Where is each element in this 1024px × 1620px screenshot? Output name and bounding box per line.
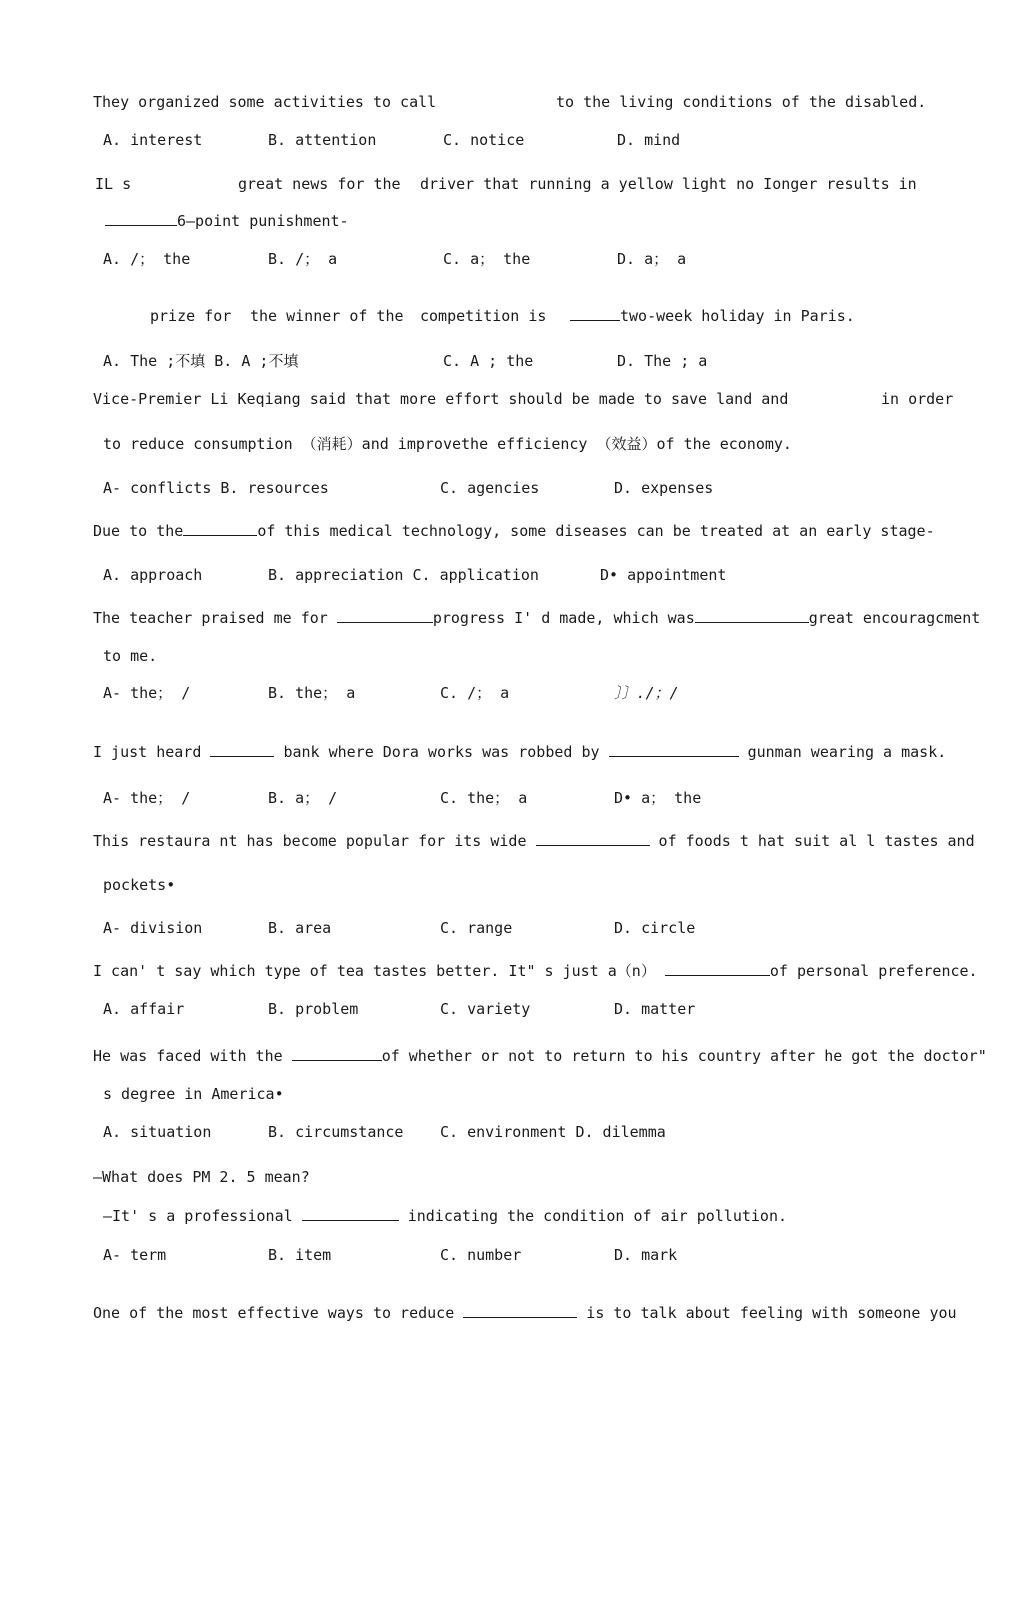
question-9-stem bbox=[93, 961, 978, 981]
option-a: A- term bbox=[103, 1246, 167, 1264]
stem-text: great encouragcment bbox=[808, 609, 981, 627]
question-2-stem-cont bbox=[105, 211, 349, 231]
option-c-d: C. environment D. dilemma bbox=[440, 1123, 666, 1141]
question-4-stem-cont: to reduce consumption （消耗）and improvethe efficiency （效益）of the economy. bbox=[103, 435, 792, 453]
question-2-stem-part: great news for the bbox=[238, 175, 401, 193]
stem-text: of personal preference. bbox=[769, 962, 978, 980]
stem-text: 6—point punishment- bbox=[177, 212, 349, 230]
stem-text: of foods t hat suit al l tastes and bbox=[658, 832, 975, 850]
stem-text: Due to the bbox=[93, 522, 184, 540]
stem-text: of whether or not to return to his country after he got the doctor" bbox=[381, 1047, 987, 1065]
option-a: A- the； / bbox=[103, 789, 191, 807]
option-c: C. agencies bbox=[440, 479, 540, 497]
option-b: B. a； / bbox=[268, 789, 338, 807]
question-11-stem: —What does PM 2. 5 mean? bbox=[93, 1168, 310, 1186]
option-a: A. affair bbox=[103, 1000, 185, 1018]
answer-blank[interactable] bbox=[183, 522, 257, 536]
stem-text: I can' t say which type of tea tastes better. It" s just a（n） bbox=[93, 962, 656, 980]
answer-blank[interactable] bbox=[463, 1304, 577, 1318]
option-c: C. variety bbox=[440, 1000, 531, 1018]
stem-text: They organized some activities to call bbox=[93, 93, 437, 111]
option-b: B. /； a bbox=[268, 250, 338, 268]
stem-text: two-week holiday in Paris. bbox=[620, 307, 855, 325]
option-d: 〕〕./；/ bbox=[614, 684, 679, 702]
question-3-stem: prize for bbox=[150, 307, 232, 325]
question-5-stem bbox=[93, 521, 935, 541]
option-d: D. The ; a bbox=[617, 352, 708, 370]
answer-blank[interactable] bbox=[210, 743, 274, 757]
question-6-stem bbox=[93, 608, 980, 628]
option-a-b: A. The ;不填 B. A ;不填 bbox=[103, 352, 299, 370]
option-c: C. range bbox=[440, 919, 513, 937]
option-b: B. problem bbox=[268, 1000, 359, 1018]
question-11-stem-cont bbox=[103, 1206, 787, 1226]
question-3-stem-part: competition is bbox=[420, 307, 547, 325]
option-a-b: A- conflicts B. resources bbox=[103, 479, 329, 497]
option-c: C. number bbox=[440, 1246, 522, 1264]
stem-text: —It' s a professional bbox=[103, 1207, 293, 1225]
option-d: D. a； a bbox=[617, 250, 687, 268]
answer-blank[interactable] bbox=[609, 743, 739, 757]
question-4-stem-part: in order bbox=[881, 390, 954, 408]
option-b: B. area bbox=[268, 919, 332, 937]
stem-text: One of the most effective ways to reduce bbox=[93, 1304, 455, 1322]
question-4-stem: Vice-Premier Li Keqiang said that more effort should be made to save land and bbox=[93, 390, 789, 408]
option-b: B. circumstance bbox=[268, 1123, 404, 1141]
question-3-stem-part: the winner of the bbox=[250, 307, 404, 325]
stem-text: The teacher praised me for bbox=[93, 609, 328, 627]
stem-text: indicating the condition of air pollution. bbox=[407, 1207, 788, 1225]
option-a: A- the； / bbox=[103, 684, 191, 702]
answer-blank[interactable] bbox=[292, 1047, 382, 1061]
answer-blank[interactable] bbox=[536, 832, 650, 846]
stem-text: gunman wearing a mask. bbox=[747, 743, 947, 761]
option-a: A- division bbox=[103, 919, 203, 937]
option-a: A. situation bbox=[103, 1123, 212, 1141]
option-d: D. expenses bbox=[614, 479, 714, 497]
option-d: D• a； the bbox=[614, 789, 702, 807]
stem-text: of this medical technology, some diseases can be treated at an early stage- bbox=[257, 522, 935, 540]
option-d: D• appointment bbox=[600, 566, 727, 584]
question-8-stem bbox=[93, 831, 975, 851]
option-d: D. mark bbox=[614, 1246, 678, 1264]
option-b: B. the； a bbox=[268, 684, 356, 702]
stem-text: is to talk about feeling with someone you bbox=[586, 1304, 957, 1322]
question-8-stem-cont: pockets• bbox=[103, 876, 176, 894]
question-12-stem bbox=[93, 1303, 957, 1323]
answer-blank[interactable] bbox=[302, 1207, 399, 1221]
answer-blank[interactable] bbox=[570, 307, 620, 321]
question-10-stem bbox=[93, 1046, 987, 1066]
stem-text: I just heard bbox=[93, 743, 202, 761]
option-d: D. circle bbox=[614, 919, 696, 937]
option-c: C. A ; the bbox=[443, 352, 534, 370]
option-a: A. approach bbox=[103, 566, 203, 584]
option-c: C. a； the bbox=[443, 250, 531, 268]
stem-text: This restaura nt has become popular for its wide bbox=[93, 832, 527, 850]
option-d: D. mind bbox=[617, 131, 681, 149]
option-a: A. /； the bbox=[103, 250, 191, 268]
option-a: A. interest bbox=[103, 131, 203, 149]
option-b: B. item bbox=[268, 1246, 332, 1264]
answer-blank[interactable] bbox=[695, 609, 809, 623]
option-b-c: B. appreciation C. application bbox=[268, 566, 539, 584]
answer-blank[interactable] bbox=[105, 212, 177, 226]
question-7-stem bbox=[93, 742, 946, 762]
answer-blank[interactable] bbox=[337, 609, 433, 623]
option-d: D. matter bbox=[614, 1000, 696, 1018]
question-6-stem-cont: to me. bbox=[103, 647, 158, 665]
question-2-stem: IL s bbox=[95, 175, 132, 193]
question-2-stem-part: driver that running a yellow light no Ionger results in bbox=[420, 175, 917, 193]
question-1-stem bbox=[93, 92, 436, 112]
stem-text: progress I' d made, which was bbox=[432, 609, 695, 627]
answer-blank[interactable] bbox=[665, 962, 770, 976]
question-10-stem-cont: s degree in America• bbox=[103, 1085, 284, 1103]
option-c: C. notice bbox=[443, 131, 525, 149]
question-1-stem-cont bbox=[556, 92, 926, 112]
option-c: C. /； a bbox=[440, 684, 510, 702]
stem-text: bank where Dora works was robbed by bbox=[283, 743, 600, 761]
option-b: B. attention bbox=[268, 131, 377, 149]
stem-text: to the living conditions of the disabled. bbox=[556, 93, 927, 111]
stem-text: He was faced with the bbox=[93, 1047, 283, 1065]
option-c: C. the； a bbox=[440, 789, 528, 807]
question-3-stem-cont bbox=[570, 306, 855, 326]
